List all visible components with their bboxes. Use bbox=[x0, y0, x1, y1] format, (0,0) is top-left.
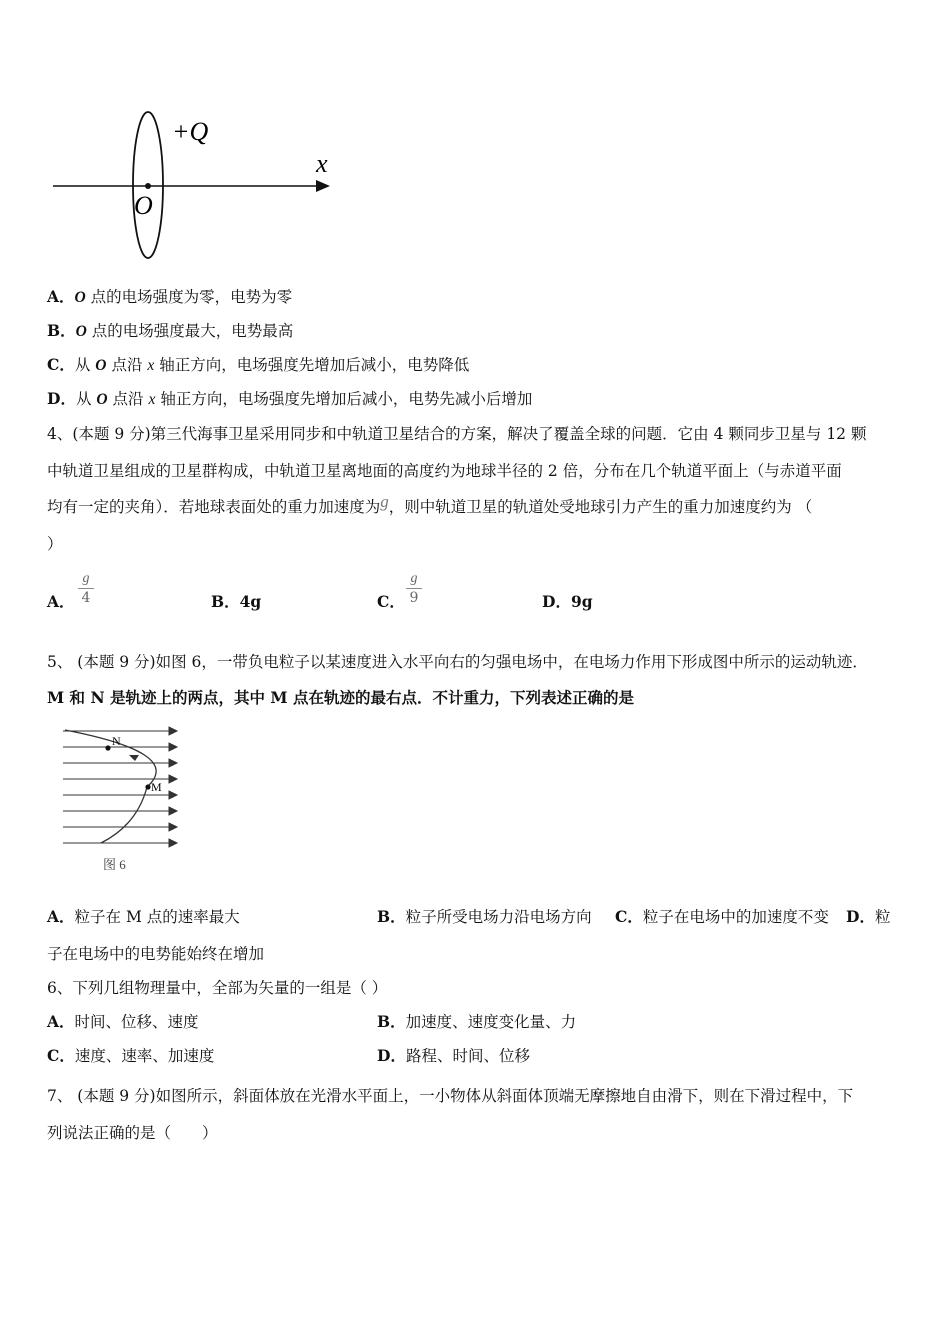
q3-option-a: A．O 点的电场强度为零，电势为零 bbox=[47, 287, 293, 306]
q4-option-a: A． bbox=[47, 592, 75, 611]
q4-option-c: C． bbox=[377, 592, 405, 611]
q7-line-1: 7、 (本题 9 分)如图所示，斜面体放在光滑水平面上，一小物体从斜面体顶端无摩擦地自由滑下，则在下滑过程中，下 bbox=[47, 1087, 854, 1105]
q4-line-1: 4、(本题 9 分)第三代海事卫星采用同步和中轨道卫星结合的方案，解决了覆盖全球的问题．它由 4 颗同步卫星与 12 颗 bbox=[47, 425, 867, 443]
q5-option-d-continued: 子在电场中的电势能始终在增加 bbox=[47, 945, 265, 963]
trajectory-arrow bbox=[129, 755, 139, 761]
q5-option-d: D．粒 bbox=[846, 907, 891, 926]
gravity-symbol: g bbox=[380, 492, 389, 511]
q5-option-b: B．粒子所受电场力沿电场方向 bbox=[377, 907, 592, 926]
point-n bbox=[105, 745, 110, 750]
q4-line-2: 中轨道卫星组成的卫星群构成，中轨道卫星离地面的高度约为地球半径的 2 倍，分布在几个轨道平面上（与赤道平面 bbox=[47, 462, 842, 480]
origin-label: O bbox=[134, 191, 153, 220]
q6-stem: 6、下列几组物理量中，全部为矢量的一组是（ ） bbox=[47, 979, 388, 997]
q4-option-a-fraction: g 4 bbox=[78, 571, 94, 606]
q3-option-c: C．从 O 点沿 x 轴正方向，电场强度先增加后减小，电势降低 bbox=[47, 355, 470, 374]
q7-line-2: 列说法正确的是（ ） bbox=[47, 1124, 218, 1142]
q3-option-b: B．O 点的电场强度最大，电势最高 bbox=[47, 321, 294, 340]
ring-charge-figure bbox=[48, 100, 348, 270]
q4-option-b: B．4g bbox=[211, 592, 262, 611]
label-m: M bbox=[151, 780, 162, 794]
q4-option-c-fraction: g 9 bbox=[406, 571, 422, 606]
q5-line-1: 5、 (本题 9 分)如图 6，一带负电粒子以某速度进入水平向右的匀强电场中，在电场力作用下形成图中所示的运动轨迹． bbox=[47, 653, 868, 671]
charge-label: +Q bbox=[172, 117, 209, 146]
figure-caption: 图 6 bbox=[103, 857, 126, 872]
x-axis-label: x bbox=[316, 149, 328, 178]
x-axis-arrowhead bbox=[316, 180, 330, 192]
label-n: N bbox=[112, 734, 121, 748]
q4-option-d: D．9g bbox=[542, 592, 593, 611]
q5-line-2: M 和 N 是轨迹上的两点，其中 M 点在轨迹的最右点．不计重力，下列表述正确的是 bbox=[47, 688, 634, 707]
point-m bbox=[145, 784, 150, 789]
q6-option-c: C．速度、速率、加速度 bbox=[47, 1046, 215, 1065]
q6-option-b: B．加速度、速度变化量、力 bbox=[377, 1012, 577, 1031]
q5-option-c: C．粒子在电场中的加速度不变 bbox=[615, 907, 829, 926]
q3-option-d: D．从 O 点沿 x 轴正方向，电场强度先增加后减小，电势先减小后增加 bbox=[47, 389, 533, 408]
field-trajectory-figure bbox=[55, 725, 185, 880]
q6-option-d: D．路程、时间、位移 bbox=[377, 1046, 530, 1065]
origin-dot bbox=[145, 183, 151, 189]
q5-option-a: A．粒子在 M 点的速率最大 bbox=[47, 907, 240, 926]
q4-line-4: ） bbox=[47, 535, 63, 553]
q6-option-a: A．时间、位移、速度 bbox=[47, 1012, 199, 1031]
q4-line-3: 均有一定的夹角）．若地球表面处的重力加速度为g，则中轨道卫星的轨道处受地球引力产生的重力加速度约为 （ bbox=[47, 492, 813, 516]
